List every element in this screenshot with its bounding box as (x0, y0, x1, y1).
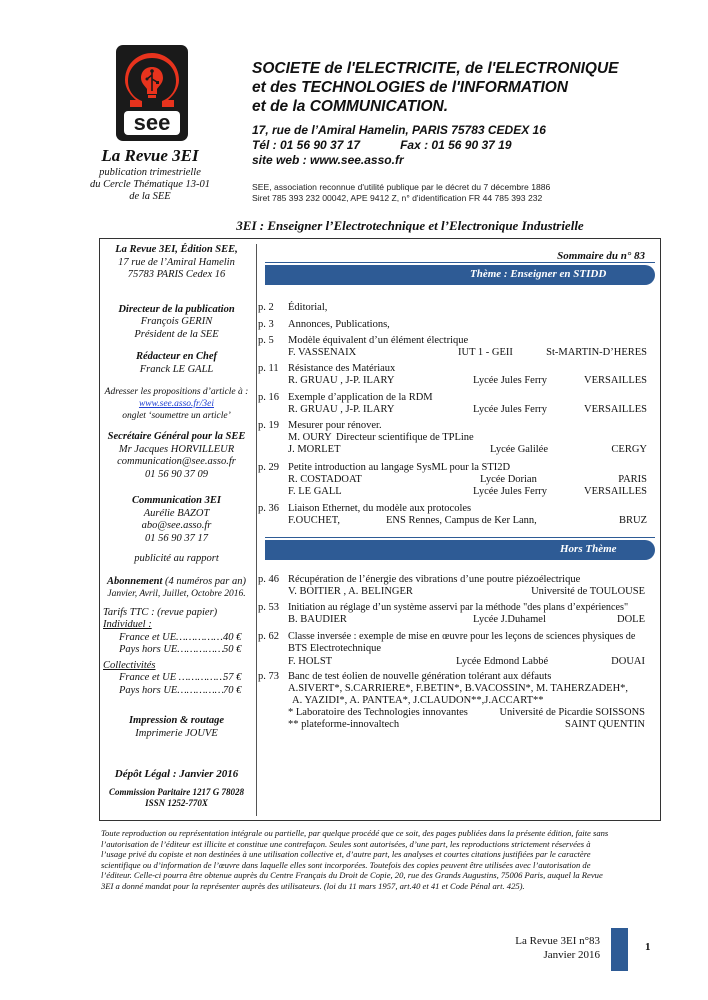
printing-block (101, 715, 252, 740)
toc-entry[interactable] (258, 420, 653, 458)
toc-author: B. BAUDIER (288, 614, 347, 625)
toc-city: PARIS (618, 474, 647, 485)
toc-affiliation: IUT 1 - GEII (458, 347, 513, 358)
price-value: 40 € (223, 631, 242, 643)
price-value: 50 € (223, 644, 242, 655)
price-label: Pays hors UE…………… (119, 644, 225, 655)
footer-issue-title: La Revue 3EI n°83 (515, 935, 600, 947)
footer-issue (500, 934, 600, 962)
toc-affiliation: Lycée Dorian (480, 474, 537, 485)
see-fax: Fax : 01 56 90 37 19 (400, 138, 512, 152)
theme-band: Thème : Enseigner en STIDD (265, 265, 655, 285)
legal-deposit: Dépôt Légal : Janvier 2016 (114, 768, 239, 780)
toc-page: p. 53 (258, 602, 279, 613)
see-note-line: SEE, association reconnue d'utilité publique par le décret du 7 décembre 1886 (252, 182, 551, 192)
submission-block (101, 386, 252, 422)
toc-entry[interactable] (258, 574, 653, 600)
director-block (101, 304, 252, 342)
price-label: Pays hors UE…………… (119, 684, 225, 696)
toc-page: p. 3 (258, 319, 274, 330)
toc-entry[interactable] (258, 602, 653, 628)
toc-entry[interactable] (258, 462, 653, 500)
secretary-name: Mr Jacques HORVILLEUR (118, 443, 235, 455)
toc-affiliation: Lycée Galilée (490, 444, 549, 455)
copyright-notice: Toute reproduction ou représentation intégrale ou partielle, par quelque procédé que ce soit, des pages publiées dans la présente édition, faite sans l’autorisation de l’éditeur est illicite et constitue une contrefaçon. Seules sont autorisées, d’une part, les reproductions strictement réservées à l’usage privé du copiste et non destinées à une utilisation collective et, d’autre part, les analyses et courtes citations justifiées par le caractère scientifique ou d’information de l’œuvre dans laquelle elles sont incorporées. Toutefois des copies peuvent être utilisées avec l’autorisation de l’éditeur. Celle-ci pourra être obtenue auprès du Centre Français du Droit de Copie, 20, rue des Grands Augustins, 75006 Paris, auquel la Revue 3EI a donné mandat pour la représenter auprès des utilisateurs. (loi du 11 mars 1957, art.40 et 41 et Code Pénal art. 425). (101, 828, 609, 891)
editor-name: Franck LE GALL (139, 363, 214, 375)
theme-toc (258, 300, 653, 530)
see-tel: Tél : 01 56 90 37 17 (252, 138, 361, 152)
see-name-line: et de la COMMUNICATION. (252, 98, 449, 115)
director-role: Président de la SEE (134, 328, 219, 340)
prices-heading: Tarifs TTC : (revue papier) (103, 606, 218, 618)
toc-title: Petite introduction au langage SysML pour la STI2D (288, 462, 511, 473)
summary-heading: Sommaire du n° 83 (557, 250, 645, 262)
toc-author: F.OUCHET, (288, 515, 341, 526)
toc-author: R. GRUAU , J-P. ILARY (288, 404, 395, 415)
toc-city: Université de Picardie SOISSONS (499, 707, 645, 718)
see-website[interactable]: site web : www.see.asso.fr (252, 153, 404, 167)
toc-affiliation: Lycée Jules Ferry (473, 486, 548, 497)
toc-entry[interactable] (258, 503, 653, 529)
printing-name: Imprimerie JOUVE (135, 727, 218, 739)
toc-author: M. OURY (288, 432, 332, 443)
toc-affiliation: Université de TOULOUSE (531, 586, 645, 597)
toc-city: SAINT QUENTIN (564, 719, 645, 730)
price-row (101, 685, 252, 698)
collective-heading: Collectivités (103, 659, 156, 671)
see-logo (116, 45, 188, 141)
toc-affiliation: Lycée Jules Ferry (473, 404, 548, 415)
communication-name: Aurélie BAZOT (143, 507, 210, 519)
toc-city: VERSAILLES (584, 486, 647, 497)
see-address (252, 123, 692, 168)
toc-city: DOLE (617, 614, 645, 625)
toc-entry[interactable] (258, 335, 653, 361)
toc-author: F. HOLST (288, 656, 333, 667)
see-name-line: SOCIETE de l'ELECTRICITE, de l'ELECTRONIQUE (252, 60, 619, 77)
toc-page: p. 11 (258, 363, 279, 374)
submission-text: Adresser les propositions d’article à : (104, 387, 249, 397)
see-note-line: Siret 785 393 232 00042, APE 9412 Z, n° d'identification FR 44 785 393 232 (252, 193, 543, 203)
price-label: France et UE…………… (119, 631, 223, 643)
submission-link[interactable]: www.see.asso.fr/3ei (138, 399, 215, 409)
publisher-block (101, 244, 252, 282)
toc-affiliation: ** plateforme-innovaltech (288, 719, 400, 730)
printing-heading: Impression & routage (128, 715, 225, 726)
toc-affiliation: Lycée Edmond Labbé (456, 656, 549, 667)
toc-title: Modèle équivalent d’un élément électrique (288, 335, 469, 346)
toc-entry[interactable] (258, 363, 653, 389)
issn-number: ISSN 1252-770X (145, 797, 208, 808)
subscription-block (101, 576, 252, 601)
toc-affiliation: Lycée J.Duhamel (473, 614, 546, 625)
toc-title: Éditorial, (288, 302, 328, 313)
advertising-note: publicité au rapport (134, 553, 219, 564)
communication-block (101, 495, 252, 545)
price-label: France et UE …………… (119, 672, 226, 683)
price-row (101, 632, 252, 645)
toc-page: p. 5 (258, 335, 274, 346)
toc-city: VERSAILLES (584, 404, 647, 415)
toc-affiliation: Lycée Jules Ferry (473, 375, 548, 386)
toc-affiliation: Directeur scientifique de TPLine (336, 432, 474, 443)
toc-title: Résistance des Matériaux (288, 363, 396, 374)
toc-page: p. 46 (258, 574, 279, 585)
subscription-months: Janvier, Avril, Juillet, Octobre 2016. (107, 589, 246, 599)
see-name (252, 59, 692, 116)
summary-underline (265, 262, 655, 263)
commission-number: Commission Paritaire 1217 G 78028 (108, 786, 244, 797)
revue-title: La Revue 3EI (101, 146, 199, 165)
editor-heading: Rédacteur en Chef (135, 351, 218, 362)
toc-page: p. 29 (258, 462, 279, 473)
toc-author: A. YAZIDI*, A. PANTEA*, J.CLAUDON**,J.ACCART** (292, 695, 544, 706)
toc-title: Annonces, Publications, (288, 319, 390, 330)
see-legal-note (252, 182, 692, 204)
revue-sub-line: de la SEE (129, 191, 171, 202)
director-heading: Directeur de la publication (118, 303, 235, 315)
footer-color-bar (611, 928, 628, 971)
revue-sub-line: du Cercle Thématique 13-01 (89, 179, 211, 190)
toc-entry[interactable] (258, 392, 653, 418)
price-value: 70 € (223, 684, 242, 696)
revue-sub-line: publication trimestrielle (99, 167, 201, 178)
toc-author: R. GRUAU , J-P. ILARY (288, 375, 395, 386)
page-number: 1 (645, 941, 651, 953)
hors-theme-band: Hors Thème (265, 540, 655, 560)
price-value: 57 € (223, 672, 242, 683)
secretary-heading: Secrétaire Général pour la SEE (107, 431, 246, 442)
secretary-block (101, 431, 252, 481)
toc-page: p. 62 (258, 631, 279, 642)
editorial-column (101, 244, 252, 809)
toc-author: V. BOITIER , A. BELINGER (288, 586, 413, 597)
toc-page: p. 36 (258, 503, 279, 514)
toc-city: CERGY (611, 444, 647, 455)
see-name-line: et des TECHNOLOGIES de l'INFORMATION (252, 79, 569, 96)
secretary-email[interactable]: communication@see.asso.fr (117, 456, 236, 467)
toc-title-cont: BTS Electrotechnique (288, 643, 382, 654)
toc-title: Exemple d’application de la RDM (288, 392, 433, 403)
subscription-frequency: (4 numéros par an) (165, 575, 247, 587)
toc-affiliation: ENS Rennes, Campus de Ker Lann, (386, 515, 537, 526)
director-name: François GERIN (140, 316, 213, 327)
toc-page: p. 16 (258, 392, 279, 403)
subscription-heading: Abonnement (106, 575, 163, 587)
hors-theme-toc (258, 574, 653, 764)
toc-entry[interactable] (258, 631, 653, 669)
revue-subtitle (60, 167, 240, 203)
publisher-name: La Revue 3EI, Édition SEE, (115, 244, 238, 255)
revue-theme-banner: 3EI : Enseigner l’Electrotechnique et l’Electronique Industrielle (236, 218, 584, 233)
toc-author: A.SIVERT*, S.CARRIERE*, F.BETIN*, B.VACOSSIN*, M. TAHERZADEH*, (288, 683, 629, 694)
toc-author: R. COSTADOAT (288, 474, 362, 485)
secretary-phone: 01 56 90 37 09 (145, 468, 208, 480)
hors-theme-line (265, 537, 655, 538)
communication-heading: Communication 3EI (132, 495, 221, 506)
toc-city: BRUZ (618, 515, 647, 526)
publisher-city: 75783 PARIS Cedex 16 (127, 269, 226, 280)
logo-text: see (133, 110, 171, 135)
toc-affiliation: * Laboratoire des Technologies innovantes (288, 707, 468, 718)
toc-entry[interactable] (258, 671, 653, 751)
price-row (101, 672, 252, 685)
toc-title: Mesurer pour rénover. (288, 420, 382, 431)
communication-phone: 01 56 90 37 17 (145, 532, 208, 544)
price-row (101, 644, 252, 657)
toc-title: Récupération de l’énergie des vibrations d’une poutre piézoélectrique (288, 574, 581, 585)
toc-page: p. 2 (258, 302, 274, 313)
toc-title: Banc de test éolien de nouvelle génération tolérant aux défauts (288, 671, 552, 682)
toc-page: p. 73 (258, 671, 279, 682)
toc-title: Initiation au réglage d’un système asservi par la méthode "des plans d’expériences" (288, 602, 629, 613)
toc-title: Liaison Ethernet, du modèle aux protocoles (288, 503, 472, 514)
toc-author: J. MORLET (288, 444, 341, 455)
individual-heading: Individuel : (103, 619, 152, 630)
toc-title: Classe inversée : exemple de mise en œuvre pour les leçons de sciences physiques de (288, 631, 636, 642)
see-street: 17, rue de l’Amiral Hamelin, PARIS 75783 CEDEX 16 (252, 123, 546, 137)
toc-city: VERSAILLES (584, 375, 647, 386)
toc-page: p. 19 (258, 420, 279, 431)
toc-city: DOUAI (611, 656, 645, 667)
publisher-address: 17 rue de l’Amiral Hamelin (118, 256, 235, 268)
column-divider (256, 244, 257, 816)
submission-tab: onglet ‘soumettre un article’ (122, 411, 231, 421)
see-phones (252, 138, 692, 153)
toc-author: F. VASSENAIX (288, 347, 357, 358)
communication-email[interactable]: abo@see.asso.fr (141, 520, 212, 531)
legal-block (101, 768, 252, 809)
toc-author: F. LE GALL (288, 486, 342, 497)
editor-block (101, 351, 252, 376)
footer-issue-date: Janvier 2016 (543, 949, 600, 961)
toc-city: St-MARTIN-D’HERES (546, 347, 647, 358)
